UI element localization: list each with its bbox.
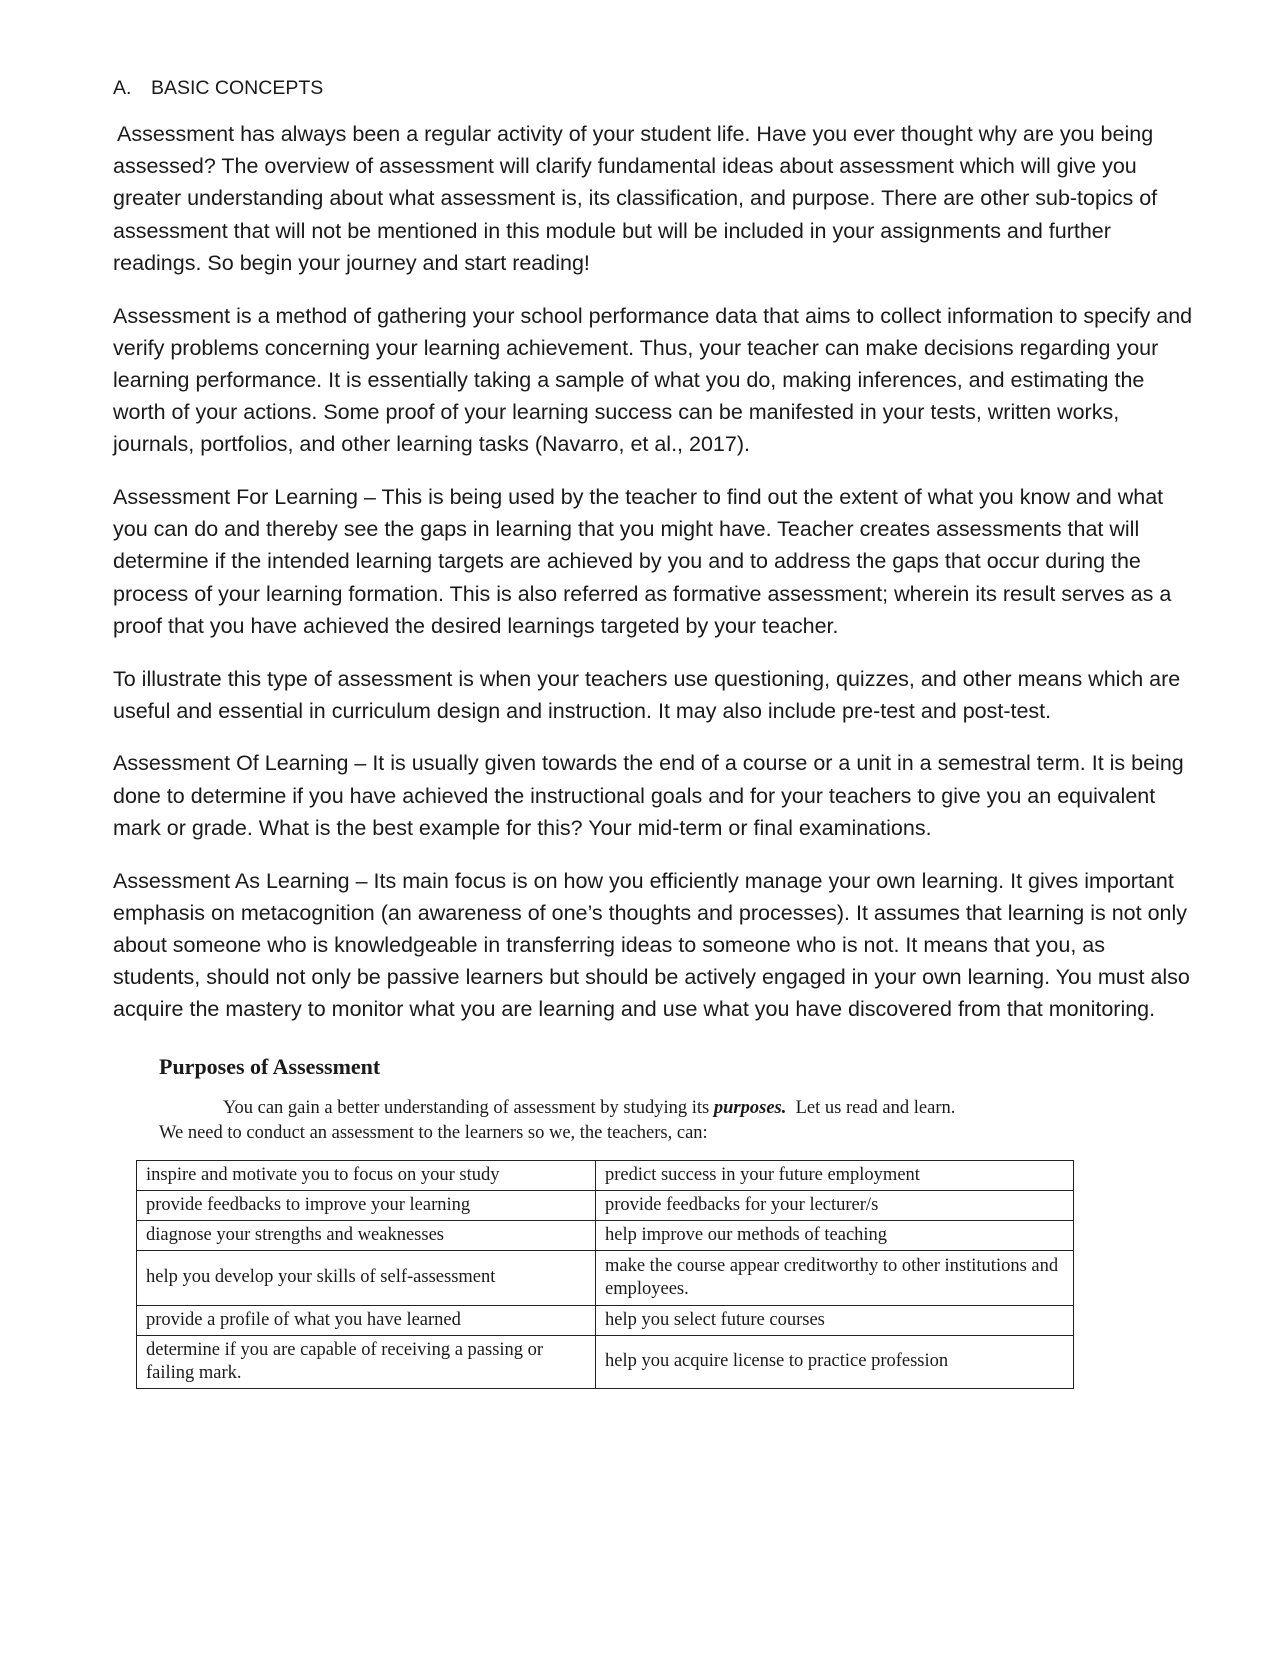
- table-cell: help you develop your skills of self-assessment: [137, 1250, 596, 1305]
- table-row: [137, 1190, 1074, 1220]
- paragraph-definition: Assessment is a method of gathering your school performance data that aims to collect information to specify and verify problems concerning your learning achievement. Thus, your teacher can make decisions regarding your learning performance. It is essentially taking a sample of what you do, making inferences, and estimating the worth of your actions. Some proof of your learning success can be manifested in your tests, written works, journals, portfolios, and other learning tasks (Navarro, et al., 2017).: [113, 303, 1193, 457]
- table-row: [137, 1305, 1074, 1335]
- section-marker: A.: [113, 77, 132, 99]
- paragraph-assessment-of-learning: Assessment Of Learning – It is usually given towards the end of a course or a unit in a semestral term. It is being done to determine if you have achieved the instructional goals and for your teachers to give you an equivalent mark or grade. What is the best example for this? Your mid-term or final examinations.: [113, 751, 1184, 840]
- paragraph-illustration: To illustrate this type of assessment is when your teachers use questioning, quizzes, and other means which are useful and essential in curriculum design and instruction. It may also include pre-test and post-test.: [113, 666, 1181, 723]
- table-cell: diagnose your strengths and weaknesses: [137, 1220, 596, 1250]
- section-title: BASIC CONCEPTS: [151, 77, 324, 99]
- table-cell: determine if you are capable of receiving a passing or failing mark.: [137, 1335, 596, 1388]
- table-row: [137, 1160, 1074, 1190]
- purposes-intro-emphasis: purposes.: [713, 1097, 787, 1118]
- purposes-intro-after: Let us read and learn.: [786, 1097, 956, 1118]
- table-row: [137, 1250, 1074, 1305]
- table-cell: help improve our methods of teaching: [596, 1220, 1074, 1250]
- table-cell: help you select future courses: [596, 1305, 1074, 1335]
- table-cell: provide a profile of what you have learned: [137, 1305, 596, 1335]
- purposes-intro: [159, 1096, 1193, 1146]
- paragraph-assessment-as-learning: Assessment As Learning – Its main focus is on how you efficiently manage your own learning. It gives important emphasis on metacognition (an awareness of one’s thoughts and processes). It assumes that learning is not only about someone who is knowledgeable in transferring ideas to someone who is not. It means that you, as students, should not only be passive learners but should be actively engaged in your own learning. You must also acquire the mastery to monitor what you are learning and use what you have discovered from that monitoring.: [113, 868, 1190, 1022]
- purposes-title: Purposes of Assessment: [159, 1053, 381, 1079]
- purposes-table: [136, 1160, 1074, 1389]
- paragraph-intro: Assessment has always been a regular activity of your student life. Have you ever thought why are you being assessed? The overview of assessment will clarify fundamental ideas about assessment which will give you greater understanding about what assessment is, its classification, and purpose. There are other sub-topics of assessment that will not be mentioned in this module but will be included in your assignments and further readings. So begin your journey and start reading!: [113, 122, 1158, 275]
- table-row: [137, 1220, 1074, 1250]
- table-cell: provide feedbacks for your lecturer/s: [596, 1190, 1074, 1220]
- table-row: [137, 1335, 1074, 1388]
- table-cell: help you acquire license to practice profession: [596, 1335, 1074, 1388]
- table-cell: inspire and motivate you to focus on your study: [137, 1160, 596, 1190]
- document-page: [113, 72, 1193, 1389]
- table-cell: make the course appear creditworthy to other institutions and employees.: [596, 1250, 1074, 1305]
- section-heading: [113, 72, 1193, 104]
- purposes-intro-text: You can gain a better understanding of assessment by studying its: [223, 1097, 714, 1118]
- purposes-intro-line2: We need to conduct an assessment to the learners so we, the teachers, can:: [159, 1122, 708, 1143]
- purposes-figure: [113, 1052, 1193, 1389]
- paragraph-assessment-for-learning: Assessment For Learning – This is being used by the teacher to find out the extent of what you know and what you can do and thereby see the gaps in learning that you might have. Teacher creates assessments that will determine if the intended learning targets are achieved by you and to address the gaps that occur during the process of your learning formation. This is also referred as formative assessment; wherein its result serves as a proof that you have achieved the desired learnings targeted by your teacher.: [113, 485, 1172, 638]
- table-cell: predict success in your future employment: [596, 1160, 1074, 1190]
- table-cell: provide feedbacks to improve your learning: [137, 1190, 596, 1220]
